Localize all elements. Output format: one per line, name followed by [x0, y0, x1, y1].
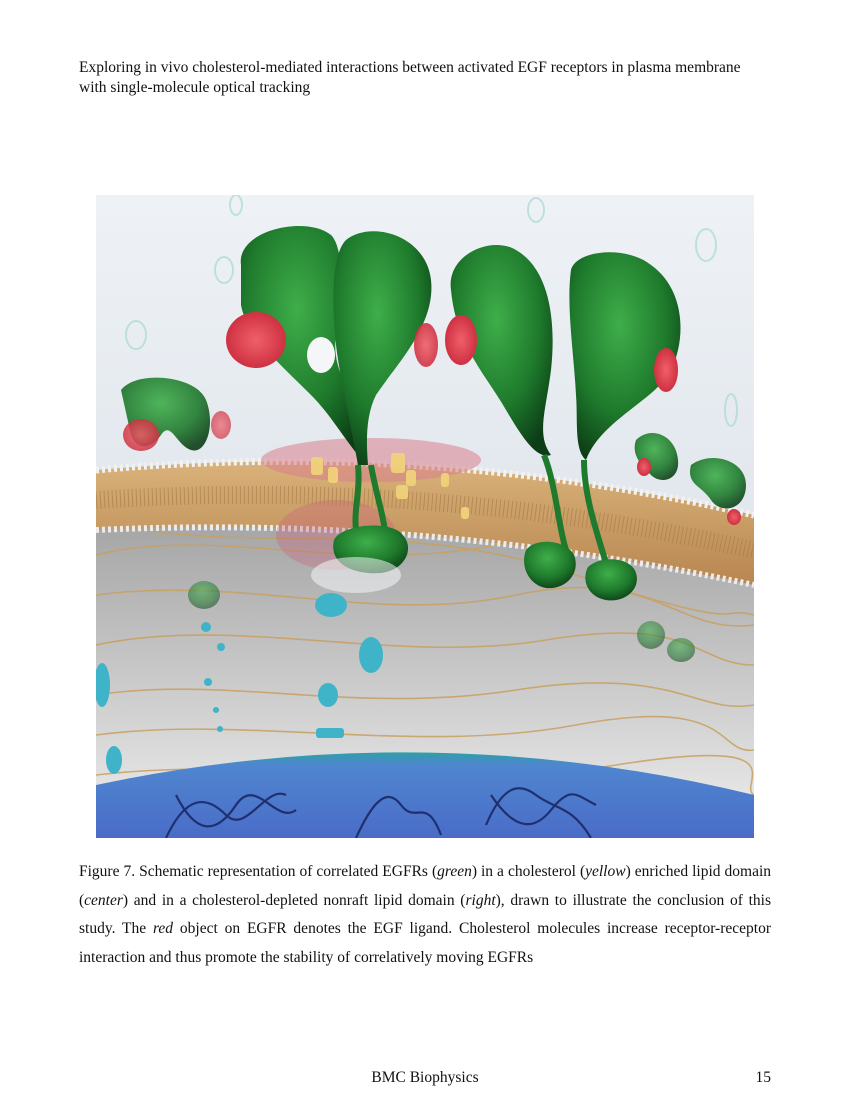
page-number: 15 [755, 1069, 771, 1086]
caption-text: object on EGFR denotes the EGF ligand. Cholesterol molecules increase receptor-receptor interaction and thus promote the stability of correlatively moving EGFRs [79, 920, 771, 966]
caption-text: ) in a cholesterol ( [471, 863, 586, 880]
figure-caption [79, 858, 771, 972]
egfr-membrane-schematic [96, 195, 754, 838]
caption-text: ) and in a cholesterol-depleted nonraft lipid domain ( [122, 891, 466, 909]
figure-7-illustration [96, 195, 754, 838]
caption-emphasis-right: right [465, 891, 496, 909]
footer-journal-name: BMC Biophysics [371, 1069, 479, 1086]
caption-text: ), drawn to illustrate the conclusion of this study. The [79, 891, 771, 937]
caption-emphasis-yellow: yellow [585, 863, 626, 880]
running-title: Exploring in vivo cholesterol-mediated interactions between activated EGF receptors in plasma membrane with single-molecule optical tracking [79, 59, 741, 96]
caption-text: ) enriched lipid domain ( [79, 863, 772, 909]
caption-text: Figure 7. Schematic representation of correlated EGFRs ( [79, 863, 438, 880]
caption-emphasis-green: green [437, 863, 472, 880]
caption-emphasis-center: center [84, 891, 123, 909]
caption-emphasis-red: red [152, 920, 174, 937]
